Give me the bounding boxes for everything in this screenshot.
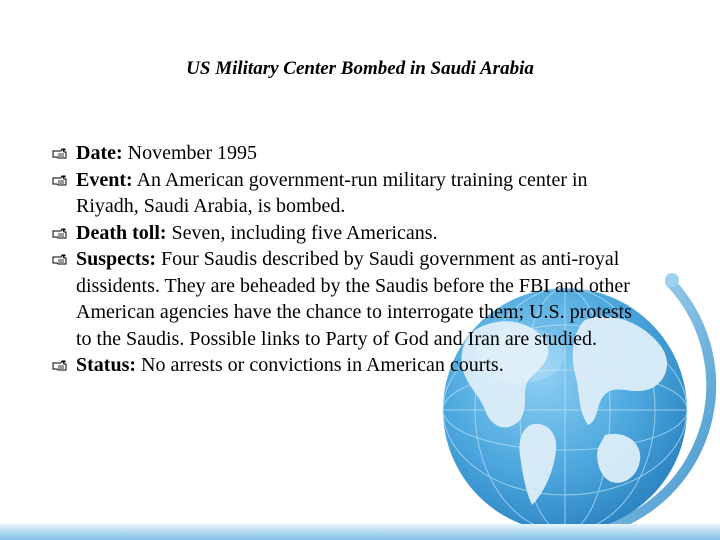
- pointing-hand-icon: [52, 359, 67, 371]
- list-item: [52, 220, 652, 247]
- bottom-decoration-bar: [0, 524, 720, 540]
- slide-title: US Military Center Bombed in Saudi Arabia: [186, 58, 534, 79]
- pointing-hand-icon: [52, 147, 67, 159]
- bullet-text: Four Saudis described by Saudi government as anti-royal dissidents. They are beheaded by the Saudis before the FBI and other American agencies have the chance to interrogate them; U.S. protests to the Saudis. Possible links to Party of God and Iran are studied.: [76, 248, 632, 350]
- list-item: [52, 140, 652, 167]
- pointing-hand-icon: [52, 174, 67, 186]
- bullet-label: Date:: [76, 142, 123, 164]
- bullet-label: Event:: [76, 168, 133, 191]
- bullet-list: [52, 140, 652, 379]
- list-item: [52, 167, 652, 220]
- bullet-label: Death toll:: [76, 221, 167, 244]
- bullet-text: An American government-run military training center in Riyadh, Saudi Arabia, is bombed.: [76, 168, 588, 217]
- bullet-label: Status:: [76, 354, 137, 376]
- pointing-hand-icon: [52, 253, 67, 265]
- pointing-hand-icon: [52, 227, 67, 239]
- bullet-text: No arrests or convictions in American courts.: [136, 354, 504, 376]
- list-item: [52, 352, 652, 379]
- bullet-text: Seven, including five Americans.: [166, 221, 438, 244]
- bullet-label: Suspects:: [76, 248, 157, 270]
- bullet-text: November 1995: [122, 142, 258, 164]
- list-item: [52, 246, 652, 352]
